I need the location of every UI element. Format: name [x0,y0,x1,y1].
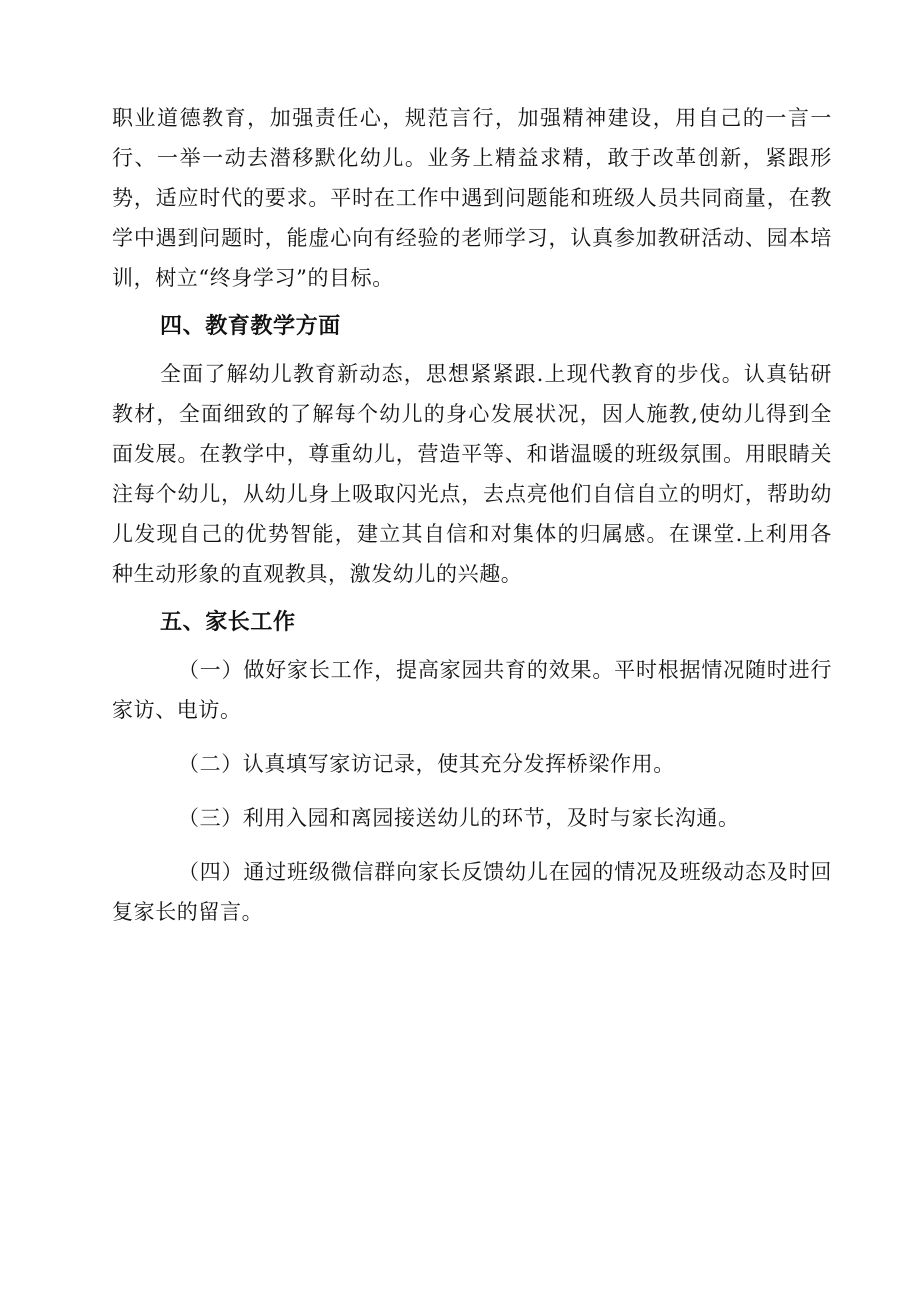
list-item: （三）利用入园和离园接送幼儿的环节，及时与家长沟通。 [178,806,740,830]
section-heading-parents: 五、家长工作 [160,609,296,635]
list-item: （二）认真填写家访记录，使其充分发挥桥梁作用。 [178,752,675,776]
list-item: （四）通过班级微信群向家长反馈幼儿在园的情况及班级动态及时回复家长的留言。 [112,860,832,924]
section-paragraph-education: 全面了解幼儿教育新动态，思想紧紧跟.上现代教育的步伐。认真钻研教材，全面细致的了解每个幼儿的身心发展状况，因人施教,使幼儿得到全面发展。在教学中，尊重幼儿，营造平等、和谐温暖的班级氛围。用眼睛关注每个幼儿，从幼儿身上吸取闪光点，去点亮他们自信自立的明灯，帮助幼儿发现自己的优势智能，建立其自信和对集体的归属感。在课堂.上利用各种生动形象的直观教具，激发幼儿的兴趣。 [112,362,832,586]
list-item: （一）做好家长工作，提高家园共育的效果。平时根据情况随时进行家访、电访。 [112,658,832,722]
intro-paragraph: 职业道德教育，加强责任心，规范言行，加强精神建设，用自己的一言一行、一举一动去潜移默化幼儿。业务上精益求精，敢于改革创新，紧跟形势，适应时代的要求。平时在工作中遇到问题能和班级人员共同商量，在教学中遇到问题时，能虚心向有经验的老师学习，认真参加教研活动、园本培训，树立“终身学习”的目标。 [112,106,832,290]
section-heading-education: 四、教育教学方面 [160,313,341,339]
document-body [112,98,832,932]
